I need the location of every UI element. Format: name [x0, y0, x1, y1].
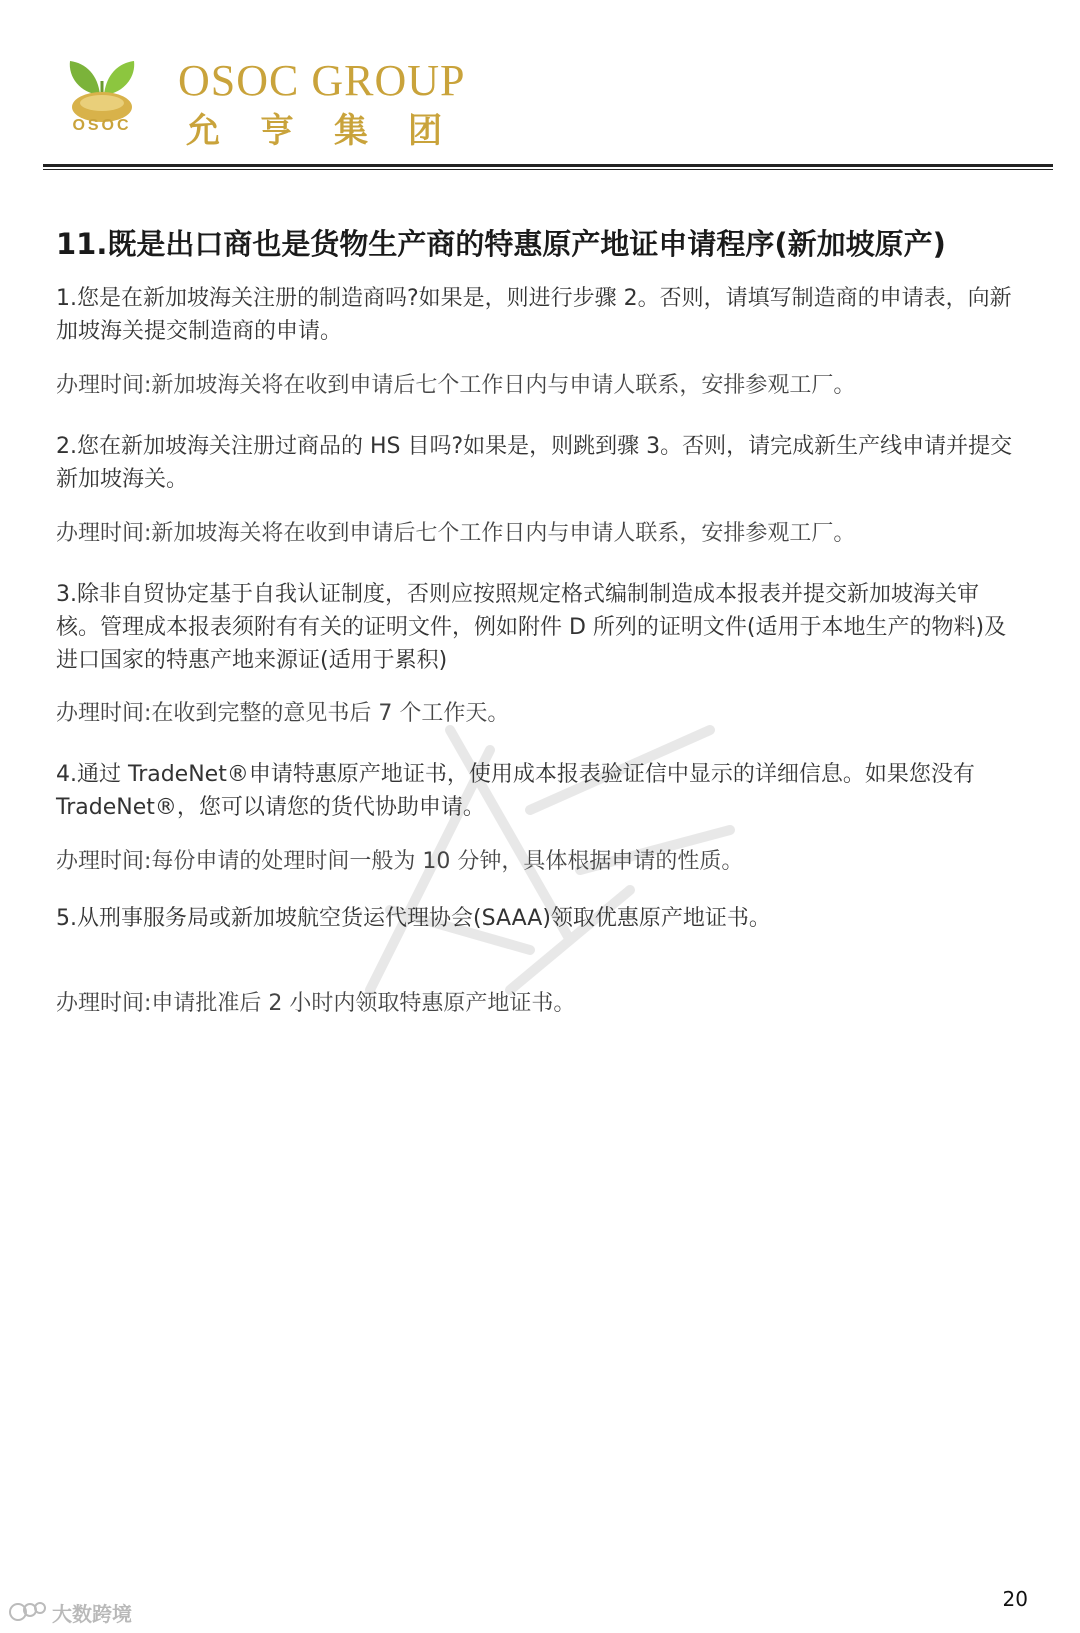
- step-5-text: 5.从刑事服务局或新加坡航空货运代理协会(SAAA)领取优惠原产地证书。: [56, 906, 771, 931]
- header-divider: [43, 164, 1053, 167]
- step-4-time: 办理时间:每份申请的处理时间一般为 10 分钟，具体根据申请的性质。: [56, 849, 744, 874]
- company-name-cn: 允亨集团: [186, 111, 482, 151]
- step-3-text: 3.除非自贸协定基于自我认证制度，否则应按照规定格式编制制造成本报表并提交新加坡海关审核。管理成本报表须附有有关的证明文件，例如附件 D 所列的证明文件(适用于本地生产的物料)及进口国家的特惠产地来源证(适用于累积): [56, 582, 1007, 673]
- logo-small-text: OSOC: [72, 117, 132, 134]
- step-1-time: 办理时间:新加坡海关将在收到申请后七个工作日内与申请人联系，安排参观工厂。: [56, 373, 856, 398]
- step-3-time: 办理时间:在收到完整的意见书后 7 个工作天。: [56, 701, 510, 726]
- step-1-text: 1.您是在新加坡海关注册的制造商吗?如果是，则进行步骤 2。否则，请填写制造商的申请表，向新加坡海关提交制造商的申请。: [56, 286, 1012, 344]
- source-watermark: [8, 1597, 132, 1627]
- step-2-time: 办理时间:新加坡海关将在收到申请后七个工作日内与申请人联系，安排参观工厂。: [56, 521, 856, 546]
- header-divider-thin: [43, 169, 1053, 170]
- step-5-time: 办理时间:申请批准后 2 小时内领取特惠原产地证书。: [56, 991, 576, 1016]
- page-title: 11.既是出口商也是货物生产商的特惠原产地证申请程序(新加坡原产): [56, 227, 946, 261]
- company-name-en: OSOC GROUP: [178, 56, 466, 105]
- step-4-text: 4.通过 TradeNet®申请特惠原产地证书，使用成本报表验证信中显示的详细信息。如果您没有 TradeNet®，您可以请您的货代协助申请。: [56, 762, 975, 820]
- step-2-text: 2.您在新加坡海关注册过商品的 HS 目吗?如果是，则跳到骤 3。否则，请完成新生产线申请并提交新加坡海关。: [56, 434, 1013, 492]
- source-watermark-text: 大数跨境: [52, 1601, 132, 1626]
- page-number: 20: [1002, 1587, 1028, 1611]
- document-header: [60, 55, 1030, 150]
- sound-waves-icon: [8, 1600, 48, 1624]
